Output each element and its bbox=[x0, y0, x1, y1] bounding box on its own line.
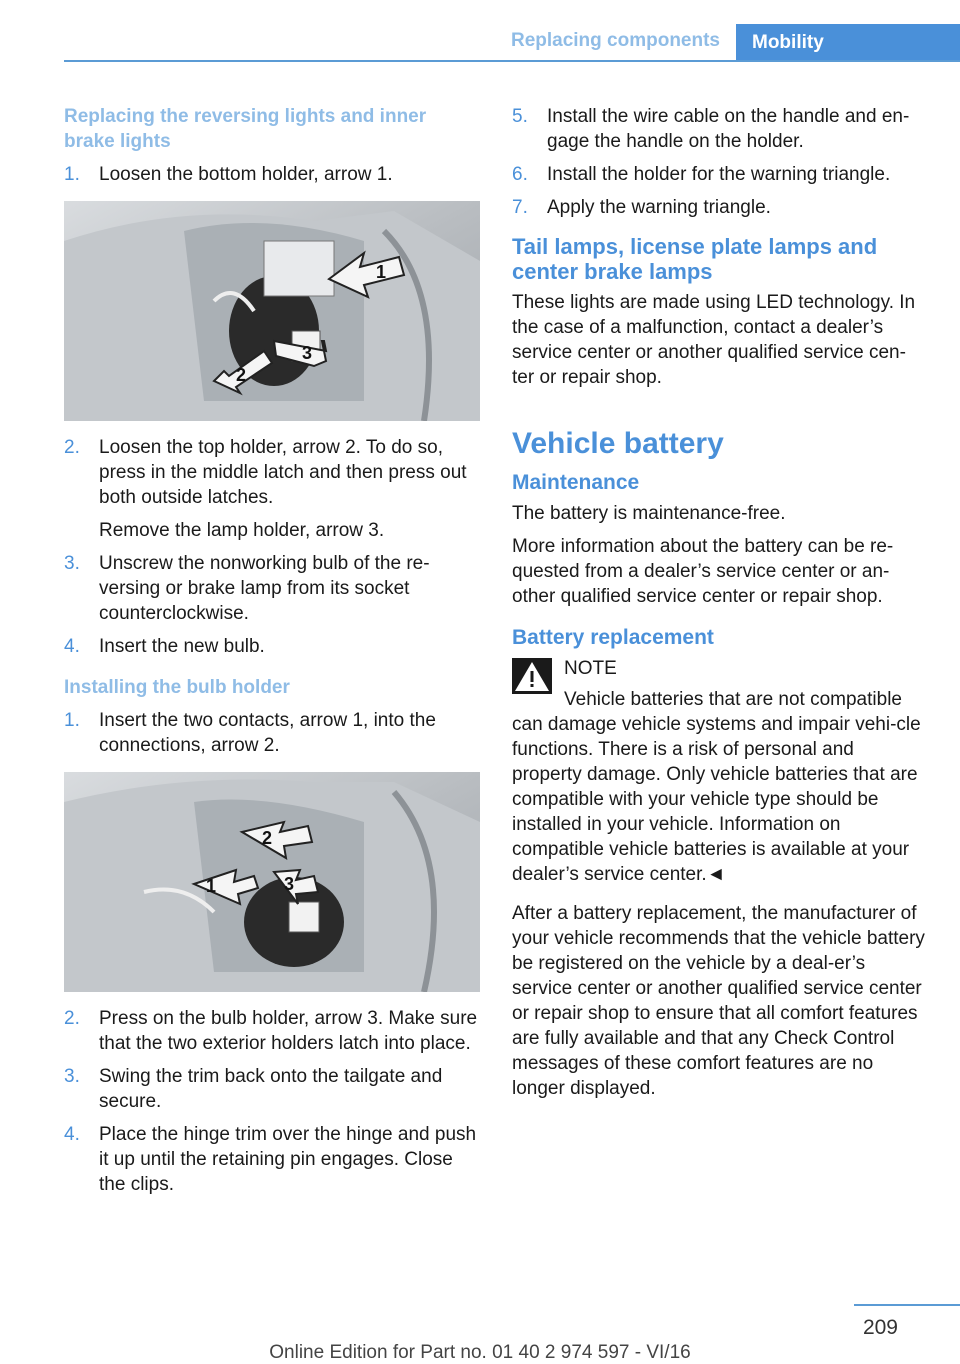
step-text: Apply the warning triangle. bbox=[547, 197, 771, 218]
step-list-3 bbox=[64, 708, 480, 758]
page-header bbox=[64, 24, 960, 62]
edition-note: Online Edition for Part no. 01 40 2 974 597 - VI/16 bbox=[269, 1342, 691, 1363]
step-text: Install the holder for the warning triangle. bbox=[547, 164, 891, 185]
list-item bbox=[64, 634, 480, 659]
step-number: 5. bbox=[512, 106, 528, 127]
step-number: 2. bbox=[64, 437, 80, 458]
photo-install-holder bbox=[64, 772, 480, 992]
warning-triangle-icon bbox=[512, 658, 552, 699]
step-number: 1. bbox=[64, 710, 80, 731]
section-heading-installing-holder: Installing the bulb holder bbox=[64, 677, 290, 698]
svg-text:3: 3 bbox=[302, 343, 313, 363]
step-number: 6. bbox=[512, 164, 528, 185]
svg-text:1: 1 bbox=[206, 876, 217, 896]
left-column bbox=[64, 104, 480, 1205]
tail-lamps-heading: Tail lamps, license plate lamps and center brake lamps bbox=[512, 234, 878, 284]
svg-text:3: 3 bbox=[284, 874, 295, 894]
step-text: Insert the new bulb. bbox=[99, 636, 265, 657]
step-text: Install the wire cable on the handle and en‐gage the handle on the holder. bbox=[547, 106, 910, 152]
step-list-1 bbox=[64, 162, 480, 187]
step-text: Unscrew the nonworking bulb of the re‐versing or brake lamp from its socket counterclockwise. bbox=[99, 553, 430, 624]
svg-text:1: 1 bbox=[376, 262, 387, 282]
bulb-holder-illustration bbox=[64, 772, 480, 992]
note-block bbox=[512, 656, 928, 887]
step-text: Loosen the top holder, arrow 2. To do so, press in the middle latch and then press out both outside latches. bbox=[99, 437, 467, 508]
header-rule bbox=[64, 60, 960, 62]
step-text: Press on the bulb holder, arrow 3. Make sure that the two exterior holders latch into place. bbox=[99, 1008, 478, 1054]
right-column bbox=[512, 104, 928, 1109]
step-number: 3. bbox=[64, 1066, 80, 1087]
section-heading-reversing-lights: Replacing the reversing lights and inner brake lights bbox=[64, 106, 427, 152]
header-chapter-tab: Mobility bbox=[736, 24, 960, 62]
step-number: 4. bbox=[64, 1124, 80, 1145]
svg-text:2: 2 bbox=[262, 828, 273, 848]
step-text: Loosen the bottom holder, arrow 1. bbox=[99, 164, 393, 185]
step-number: 7. bbox=[512, 197, 528, 218]
step-number: 4. bbox=[64, 636, 80, 657]
list-item bbox=[512, 162, 928, 187]
maintenance-text-2: More information about the battery can be re‐quested from a dealer’s service center or an‐other qualified service center or repair shop. bbox=[512, 536, 894, 607]
list-item bbox=[512, 195, 928, 220]
list-item bbox=[64, 708, 480, 758]
list-item bbox=[64, 1064, 480, 1114]
list-item bbox=[512, 104, 928, 154]
after-replacement-text: After a battery replacement, the manufacturer of your vehicle recommends that the vehicle battery be registered on the vehicle by a deal‐er’s service center or another qualified service center or repair shop to ensure that all comfort features are fully available and that any Check Control messages of these comfort features are no longer displayed. bbox=[512, 903, 925, 1099]
list-item bbox=[64, 1006, 480, 1056]
list-item bbox=[64, 1122, 480, 1197]
step-number: 3. bbox=[64, 553, 80, 574]
maintenance-text-1: The battery is maintenance-free. bbox=[512, 503, 786, 524]
list-item bbox=[64, 435, 480, 543]
footer-rule bbox=[854, 1304, 960, 1306]
step-number: 1. bbox=[64, 164, 80, 185]
step-extra-text: Remove the lamp holder, arrow 3. bbox=[99, 520, 385, 541]
list-item bbox=[64, 551, 480, 626]
battery-replacement-heading: Battery replacement bbox=[512, 626, 714, 649]
lamp-holder-illustration bbox=[64, 201, 480, 421]
step-text: Swing the trim back onto the tailgate and secure. bbox=[99, 1066, 443, 1112]
header-section-title: Replacing components bbox=[510, 30, 720, 51]
step-list-2 bbox=[64, 435, 480, 659]
vehicle-battery-heading: Vehicle battery bbox=[512, 427, 724, 460]
note-text: Vehicle batteries that are not compatible can damage vehicle systems and impair vehi‐cle functions. There is a risk of personal and property damage. Only vehicle batteries that are compatible with your vehicle type should be installed in your vehicle. Information on compatible vehicle batteries is available at your dealer’s service center.◄ bbox=[512, 689, 921, 885]
step-list-4 bbox=[64, 1006, 480, 1197]
page-number: 209 bbox=[862, 1316, 898, 1339]
step-number: 2. bbox=[64, 1008, 80, 1029]
note-title: NOTE bbox=[564, 658, 617, 679]
maintenance-heading: Maintenance bbox=[512, 471, 640, 494]
tail-lamps-text: These lights are made using LED technology. In the case of a malfunction, contact a dealer’s service center or another qualified service cen‐ter or repair shop. bbox=[512, 292, 916, 388]
list-item bbox=[64, 162, 480, 187]
step-text: Place the hinge trim over the hinge and push it up until the retaining pin engages. Close the clips. bbox=[99, 1124, 477, 1195]
step-text: Insert the two contacts, arrow 1, into the connections, arrow 2. bbox=[99, 710, 436, 756]
photo-remove-holder bbox=[64, 201, 480, 421]
svg-text:2: 2 bbox=[236, 365, 247, 385]
step-list-5 bbox=[512, 104, 928, 220]
